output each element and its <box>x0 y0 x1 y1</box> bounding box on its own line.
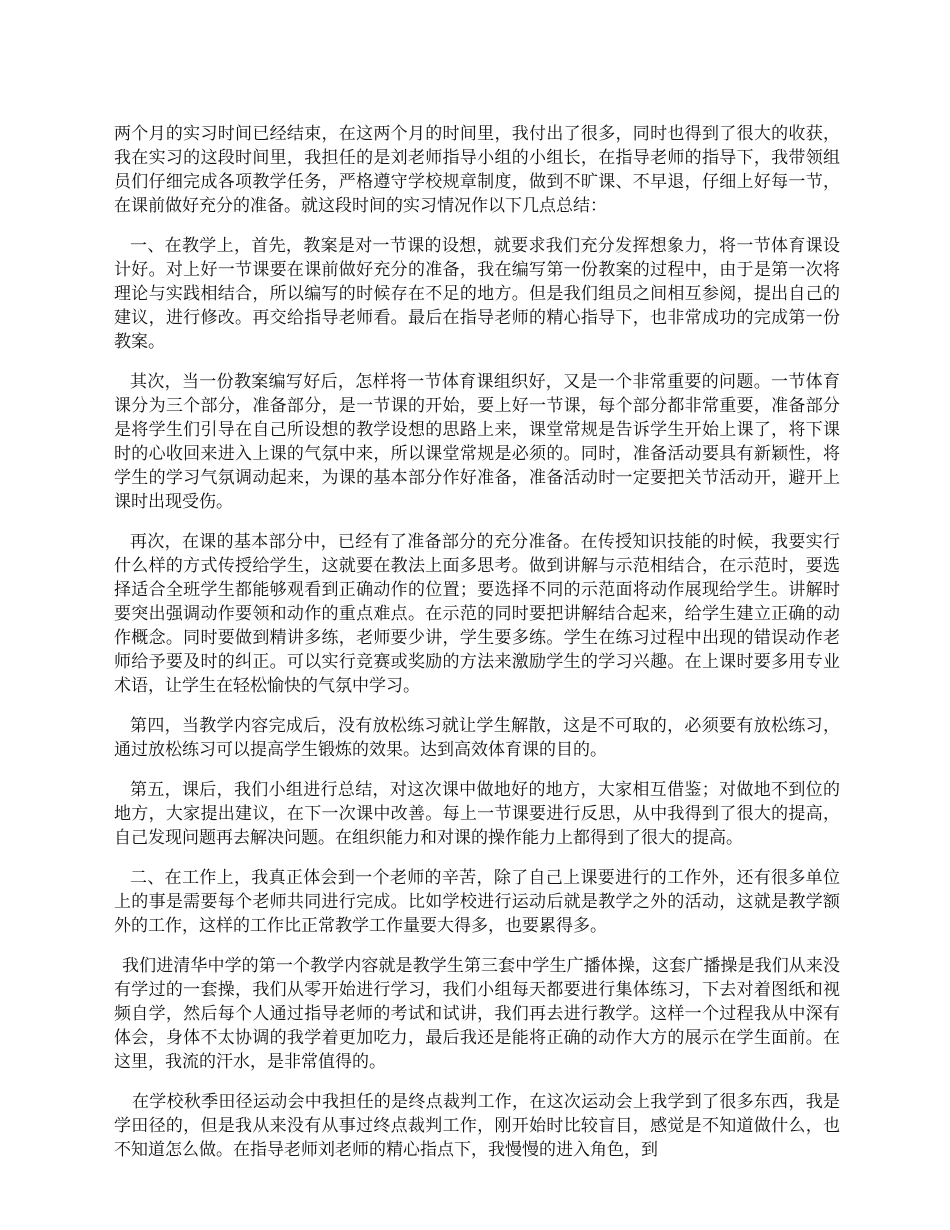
paragraph-broadcast-exercise: 我们进清华中学的第一个教学内容就是教学生第三套中学生广播体操，这套广播操是我们从来没有学过的一套操，我们从零开始进行学习，我们小组每天都要进行集体练习，下去对着图纸和视频自学，然后每个人通过指导老师的考试和试讲，我们再去进行教学。这样一个过程我从中深有体会，身体不太协调的我学着更加吃力，最后我还是能将正确的动作大方的展示在学生面前。在这里，我流的汗水，是非常值得的。 <box>114 956 840 1072</box>
paragraph-relaxation: 第四，当教学内容完成后，没有放松练习就让学生解散，这是不可取的，必须要有放松练习，通过放松练习可以提高学生锻炼的效果。达到高效体育课的目的。 <box>114 716 840 760</box>
paragraph-class-organization: 其次，当一份教案编写好后，怎样将一节体育课组织好，又是一个非常重要的问题。一节体育课分为三个部分，准备部分，是一节课的开始，要上好一节课，每个部分都非常重要，准备部分是将学生们引导在自己所设想的教学设想的思路上来，课堂常规是告诉学生开始上课了，将下课时的心收回来进入上课的气氛中来，所以课堂常规是必须的。同时，准备活动要具有新颖性，将学生的学习气氛调动起来，为课的基本部分作好准备，准备活动时一定要把关节活动开，避开上课时出现受伤。 <box>114 372 840 512</box>
document-body <box>114 122 840 1178</box>
paragraph-teaching-lesson-plan: 一、在教学上，首先，教案是对一节课的设想，就要求我们充分发挥想象力，将一节体育课设计好。对上好一节课要在课前做好充分的准备，我在编写第一份教案的过程中，由于是第一次将理论与实践相结合，所以编写的时候存在不足的地方。但是我们组员之间相互参阅，提出自己的建议，进行修改。再交给指导老师看。最后在指导老师的精心指导下，也非常成功的完成第一份教案。 <box>114 236 840 352</box>
paragraph-intro: 两个月的实习时间已经结束，在这两个月的时间里，我付出了很多，同时也得到了很大的收获，我在实习的这段时间里，我担任的是刘老师指导小组的小组长，在指导老师的指导下，我带领组员们仔细完成各项教学任务，严格遵守学校规章制度，做到不旷课、不早退，仔细上好每一节，在课前做好充分的准备。就这段时间的实习情况作以下几点总结： <box>114 124 840 216</box>
paragraph-after-class: 第五，课后，我们小组进行总结，对这次课中做地好的地方，大家相互借鉴；对做地不到位的地方，大家提出建议，在下一次课中改善。每上一节课要进行反思，从中我得到了很大的提高，自己发现问题再去解决问题。在组织能力和对课的操作能力上都得到了很大的提高。 <box>114 780 840 848</box>
paragraph-sports-meet: 在学校秋季田径运动会中我担任的是终点裁判工作，在这次运动会上我学到了很多东西，我是学田径的，但是我从来没有从事过终点裁判工作，刚开始时比较盲目，感觉是不知道做什么，也不知道怎么做。在指导老师刘老师的精心指点下，我慢慢的进入角色，到 <box>114 1092 840 1160</box>
paragraph-work: 二、在工作上，我真正体会到一个老师的辛苦，除了自己上课要进行的工作外，还有很多单位上的事是需要每个老师共同进行完成。比如学校进行运动后就是教学之外的活动，这就是教学额外的工作，这样的工作比正常教学工作量要大得多，也要累得多。 <box>114 868 840 936</box>
paragraph-basic-part: 再次，在课的基本部分中，已经有了准备部分的充分准备。在传授知识技能的时候，我要实行什么样的方式传授给学生，这就要在教法上面多思考。做到讲解与示范相结合，在示范时，要选择适合全班学生都能够观看到正确动作的位置；要选择不同的示范面将动作展现给学生。讲解时要突出强调动作要领和动作的重点难点。在示范的同时要把讲解结合起来，给学生建立正确的动作概念。同时要做到精讲多练，老师要少讲，学生要多练。学生在练习过程中出现的错误动作老师给予要及时的纠正。可以实行竞赛或奖励的方法来激励学生的学习兴趣。在上课时要多用专业术语，让学生在轻松愉快的气氛中学习。 <box>114 532 840 696</box>
